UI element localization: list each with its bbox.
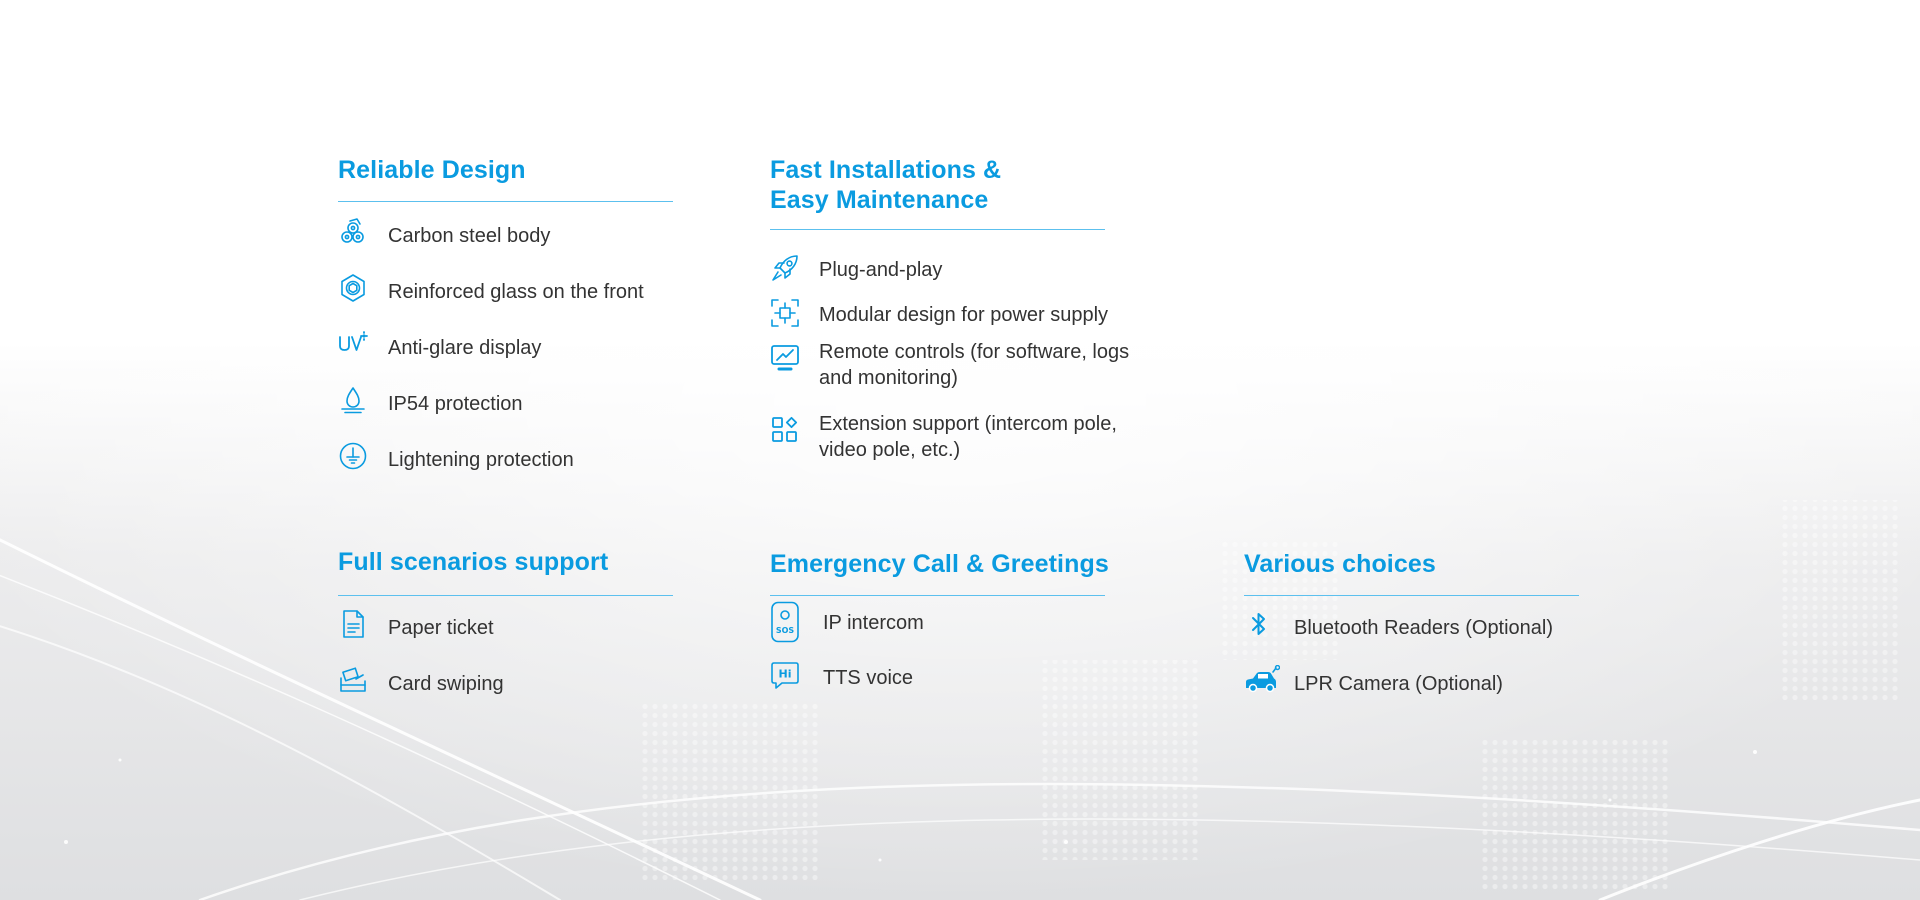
feature-label: Lightening protection — [388, 449, 574, 471]
section-divider — [770, 595, 1105, 596]
apps-icon — [770, 415, 800, 445]
section-divider — [338, 595, 673, 596]
section-title: Various choices — [1244, 550, 1436, 578]
section-title-line-2: Easy Maintenance — [770, 186, 989, 214]
feature-label: Remote controls (for software, logs and monitoring) — [819, 341, 1130, 389]
monitor-icon — [770, 343, 800, 373]
ground-icon — [338, 441, 368, 471]
feature-label: Plug-and-play — [819, 259, 943, 281]
section-reliable-design — [338, 155, 678, 485]
carbon-steel-icon — [338, 217, 368, 247]
section-full-scenarios — [338, 547, 698, 707]
feature-label: Bluetooth Readers (Optional) — [1294, 617, 1554, 639]
feature-label: Card swiping — [388, 673, 504, 695]
section-fast-installations — [770, 155, 1170, 485]
lpr-camera-car-icon — [1244, 665, 1280, 695]
feature-label: Reinforced glass on the front — [388, 281, 644, 303]
rocket-icon — [770, 253, 800, 283]
water-drop-icon — [338, 385, 368, 415]
feature-label: IP54 protection — [388, 393, 523, 415]
reinforced-glass-icon — [338, 273, 368, 303]
section-title: Emergency Call & Greetings — [770, 550, 1109, 578]
sos-intercom-icon — [770, 601, 800, 643]
paper-ticket-icon — [338, 609, 368, 639]
uv-icon — [338, 329, 368, 359]
section-divider — [338, 201, 673, 202]
feature-label: Anti-glare display — [388, 337, 542, 359]
feature-label: IP intercom — [823, 612, 924, 634]
bluetooth-icon — [1244, 609, 1274, 639]
feature-label: Carbon steel body — [388, 225, 551, 247]
section-title-line-1: Fast Installations & — [770, 156, 1002, 184]
feature-label: Extension support (intercom pole, video pole, etc.) — [819, 413, 1117, 461]
sos-text: SOS — [775, 626, 795, 635]
section-various-choices — [1244, 549, 1664, 709]
feature-label: Paper ticket — [388, 617, 494, 639]
section-title: Full scenarios support — [338, 548, 609, 576]
hi-text: Hi — [778, 667, 792, 681]
feature-label: TTS voice — [823, 667, 914, 689]
section-divider — [1244, 595, 1579, 596]
section-divider — [770, 229, 1105, 230]
hi-voice-icon — [770, 661, 800, 691]
section-title — [770, 155, 1170, 215]
module-icon — [770, 298, 800, 328]
feature-label: Modular design for power supply — [819, 304, 1109, 326]
feature-label: LPR Camera (Optional) — [1294, 673, 1503, 695]
card-swipe-icon — [338, 665, 368, 695]
section-title: Reliable Design — [338, 156, 526, 184]
section-emergency-call — [770, 549, 1170, 709]
